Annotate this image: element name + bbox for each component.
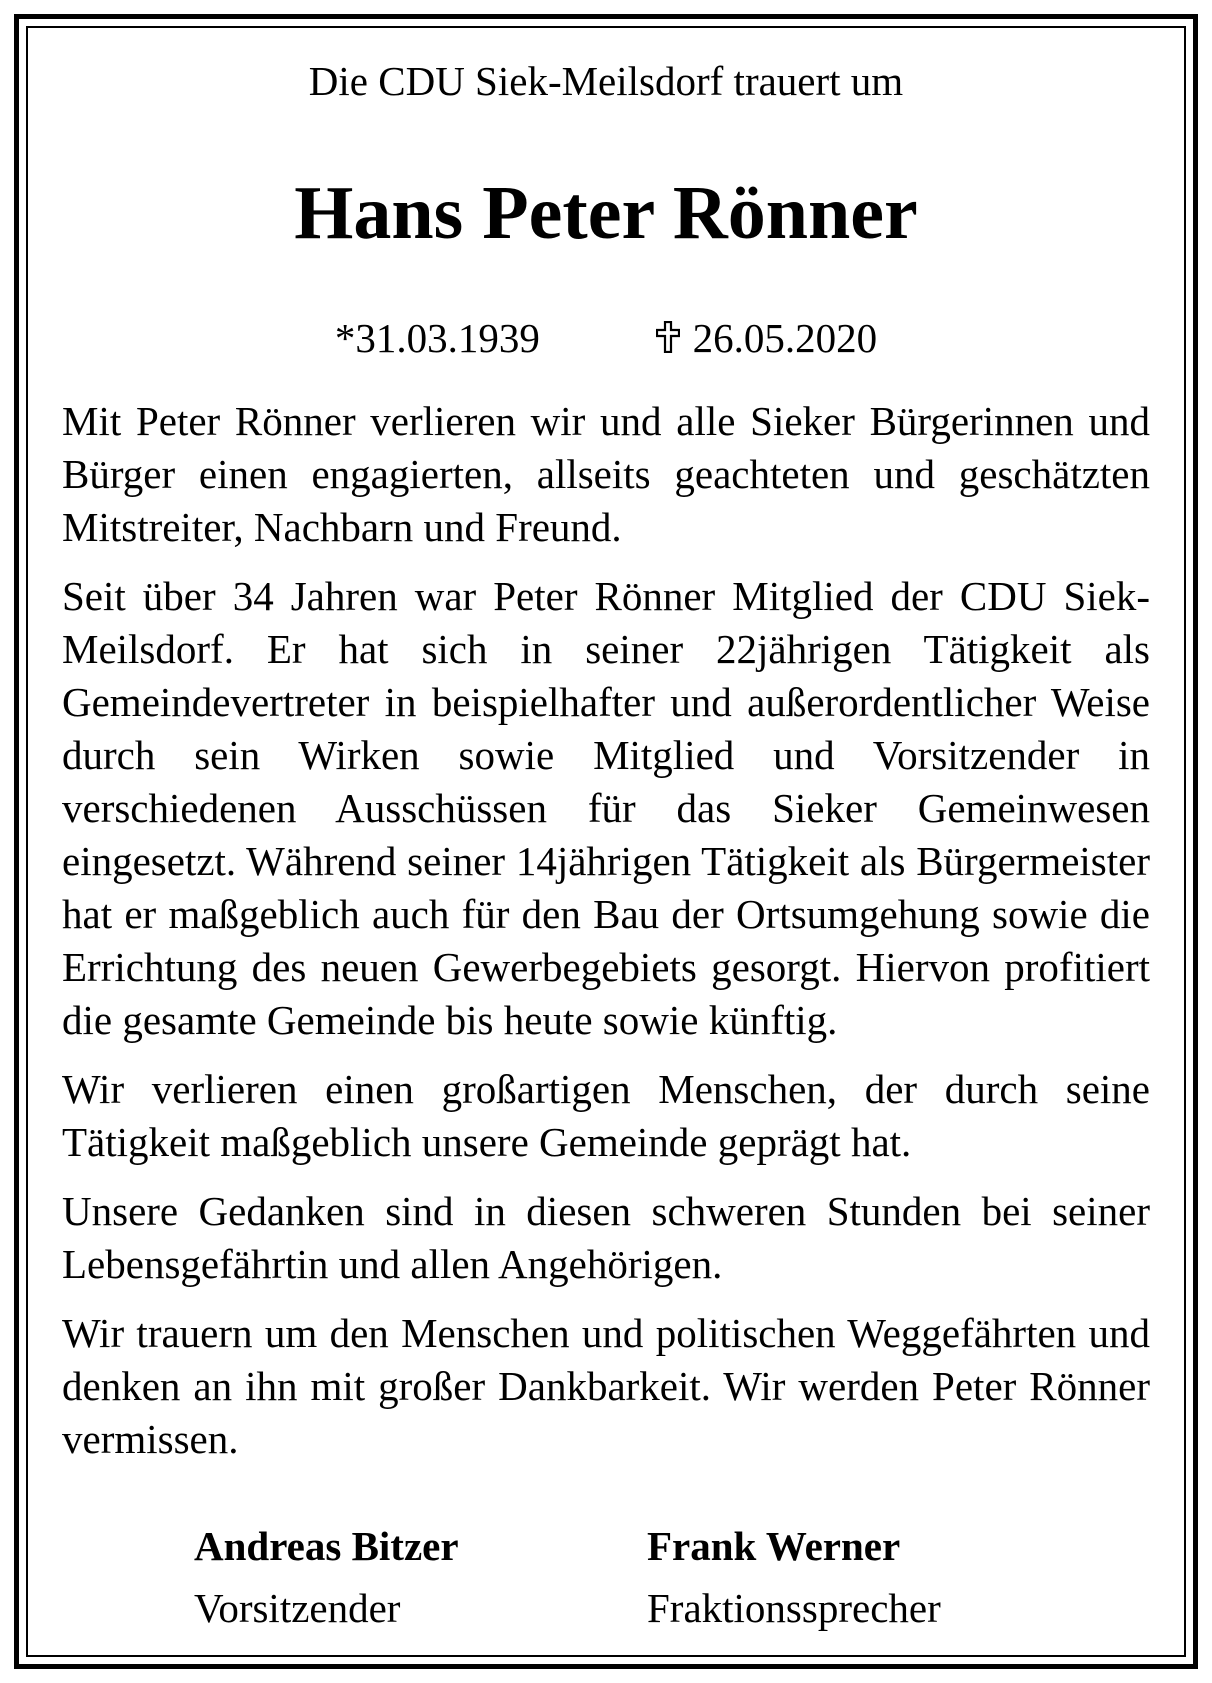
cross-icon [656,321,680,353]
signer-role: Vorsitzender [194,1585,401,1631]
paragraph: Wir trauern um den Menschen und politischen Weggefährten und denken an ihn mit großer Dankbarkeit. Wir werden Peter Rönner vermissen. [62,1310,1150,1462]
paragraph: Seit über 34 Jahren war Peter Rönner Mitglied der CDU Siek-Meilsdorf. Er hat sich in seiner 22jährigen Tätigkeit als Gemeindevertreter in beispielhafter und außerordentlicher Weise durch sein Wirken sowie Mitglied und Vorsitzender in verschiedenen Ausschüssen für das Sieker Gemeinwesen eingesetzt. Während seiner 14jährigen Tätigkeit als Bürgermeister hat er maßgeblich auch für den Bau der Ortsumgehung sowie die Errichtung des neuen Gewerbegebiets gesorgt. Hiervon profitiert die gesamte Gemeinde bis heute sowie künftig. [62,573,1150,1043]
death-date: 26.05.2020 [692,315,878,361]
signer-spokesperson [647,1520,941,1634]
paragraph: Wir verlieren einen großartigen Menschen, der durch seine Tätigkeit maßgeblich unsere Gemeinde geprägt hat. [62,1066,1150,1165]
notice-header: Die CDU Siek-Meilsdorf trauert um [308,58,904,104]
birth-date: *31.03.1939 [334,315,540,361]
eulogy-text [62,395,1150,1482]
deceased-name: Hans Peter Rönner [294,171,918,255]
life-dates [62,312,1150,364]
signer-role: Fraktionssprecher [647,1585,941,1631]
signer-name: Andreas Bitzer [194,1523,459,1569]
signer-chairman [194,1520,459,1634]
paragraph: Unsere Gedanken sind in diesen schweren Stunden bei seiner Lebensgefährtin und allen Angehörigen. [62,1188,1150,1287]
signer-name: Frank Werner [647,1523,901,1569]
paragraph: Mit Peter Rönner verlieren wir und alle Sieker Bürgerinnen und Bürger einen engagierten, allseits geachteten und geschätzten Mitstreiter, Nachbarn und Freund. [62,398,1150,550]
